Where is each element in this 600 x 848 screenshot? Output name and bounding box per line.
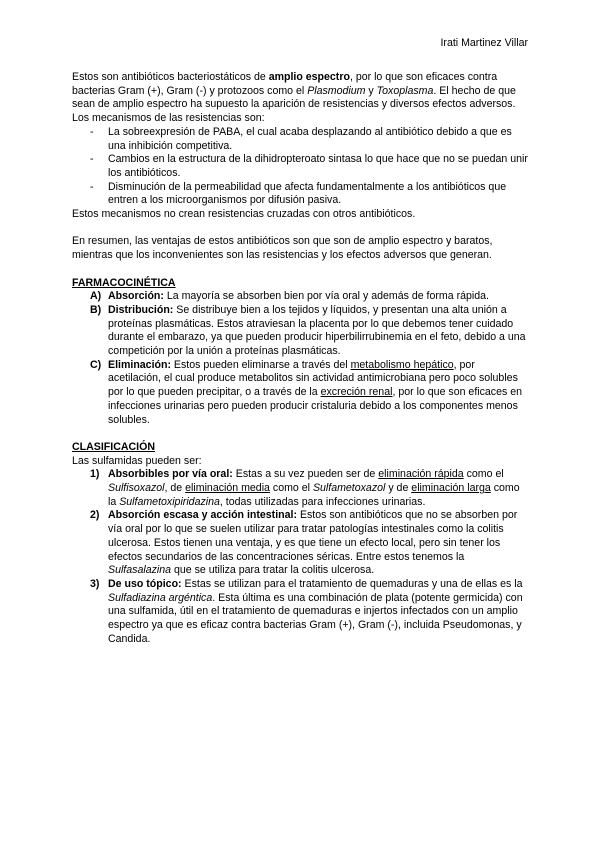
- list-item: 3) De uso tópico: Estas se utilizan para el tratamiento de quemaduras y una de ellas es la Sulfadiazina argéntica. Esta última es una combinación de plata (potente germicida) con una sulfamida, útil en el tratamiento de quemaduras e injertos infectados con un amplio espectro ya que es eficaz contra bacterias Gram (+), Gram (-), incluida Pseudomonas, y Candida.: [90, 577, 523, 645]
- clasificacion-intro: Las sulfamidas pueden ser:: [72, 454, 202, 467]
- document-body: [72, 71, 528, 646]
- list-item: C) Eliminación: Estos pueden eliminarse a través del metabolismo hepático, por acetilación, el cual produce metabolitos sin actividad antimicrobiana pero poco solubles por lo que pueden precipitar, o a través de la excreción renal, por lo que son eficaces en infecciones urinarias pero pueden producir cristaluria debido a los componentes menos solubles.: [90, 358, 523, 426]
- no-cross-resistance-note: Estos mecanismos no crean resistencias cruzadas con otros antibióticos.: [72, 208, 416, 221]
- mechanisms-intro: Los mecanismos de las resistencias son:: [72, 112, 265, 125]
- clasificacion-list: [72, 468, 528, 646]
- intro-paragraph: Estos son antibióticos bacteriostáticos de amplio espectro, por lo que son eficaces contra bacterias Gram (+), Gram (-) y protozoos como el Plasmodium y Toxoplasma. El hecho de que sean de amplio espectro ha supuesto la aparición de resistencias y diversos efectos adversos.: [72, 71, 516, 111]
- list-item: A) Absorción: La mayoría se absorben bien por vía oral y además de forma rápida.: [90, 290, 489, 303]
- list-item: - Disminución de la permeabilidad que afecta fundamentalmente a los antibióticos que entren a los microorganismos por difusión pasiva.: [90, 181, 528, 208]
- farmacocinetica-heading: FARMACOCINÉTICA: [72, 276, 176, 289]
- list-item: - Cambios en la estructura de la dihidropteroato sintasa lo que hace que no se puedan unir los antibióticos.: [90, 153, 528, 180]
- clasificacion-heading: CLASIFICACIÓN: [72, 440, 155, 453]
- mechanisms-list: [72, 126, 528, 208]
- author-name: Irati Martinez Villar: [440, 37, 528, 49]
- list-item: - La sobreexpresión de PABA, el cual acaba desplazando al antibiótico debido a que es una inhibición competitiva.: [90, 126, 528, 153]
- list-item: 2) Absorción escasa y acción intestinal: Estos son antibióticos que no se absorben por vía oral por lo que se suelen utilizar para tratar patologías intestinales como la colitis ulcerosa. Estos tienen una ventaja, y es que tiene un efecto local, pero sin tener los efectos secundarios de las concentraciones séricas. Entre estos tenemos la Sulfasalazina que se utiliza para tratar la colitis ulcerosa.: [90, 509, 518, 577]
- list-item: 1) Absorbibles por vía oral: Estas a su vez pueden ser de eliminación rápida como el Sulfisoxazol, de eliminación media como el Sulfametoxazol y de eliminación larga como la Sulfametoxipiridazina, todas utilizadas para infecciones urinarias.: [90, 468, 520, 508]
- farmacocinetica-list: [72, 290, 528, 427]
- list-item: B) Distribución: Se distribuye bien a los tejidos y líquidos, y presentan una alta unión a proteínas plasmáticas. Estos atraviesan la placenta por lo que debemos tener cuidado durante el embarazo, ya que pueden producir hiperbilirrubinemia en el feto, debido a una competición por la unión a proteínas plasmáticas.: [90, 303, 526, 358]
- summary-paragraph: En resumen, las ventajas de estos antibióticos son que son de amplio espectro y baratos, mientras que los inconvenientes son las resistencias y los efectos adversos que generan.: [72, 235, 493, 262]
